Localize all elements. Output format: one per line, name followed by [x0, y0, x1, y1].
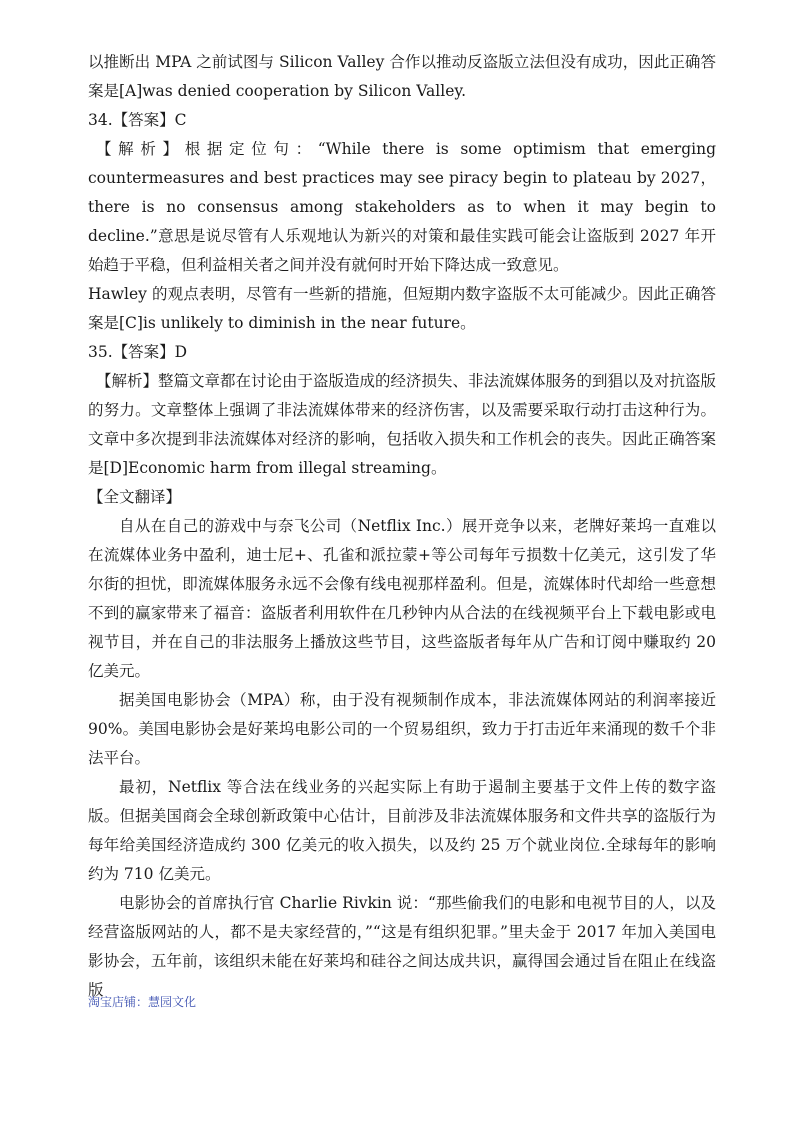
q34-answer: 34.【答案】C — [88, 111, 187, 129]
translation-heading: 【全文翻译】 — [88, 488, 182, 506]
q35-analysis: 【解析】整篇文章都在讨论由于盗版造成的经济损失、非法流媒体服务的到猖以及对抗盗版的努力。文章整体上强调了非法流媒体带来的经济伤害，以及需要采取行动打击这种行为。文章中多次提到非法流媒体对经济的影响，包括收入损失和工作机会的丧失。因此正确答案是[D]Economic harm from illegal streaming。 — [88, 372, 717, 477]
document-body — [88, 48, 716, 1005]
translation-paragraph-2: 据美国电影协会（MPA）称，由于没有视频制作成本，非法流媒体网站的利润率接近 90%。美国电影协会是好莱坞电影公司的一个贸易组织，致力于打击近年来涌现的数千个非法平台。 — [88, 691, 716, 767]
translation-paragraph-3: 最初，Netflix 等合法在线业务的兴起实际上有助于遏制主要基于文件上传的数字盗版。但据美国商会全球创新政策中心估计，目前涉及非法流媒体服务和文件共享的盗版行为每年给美国经济造成约 300 亿美元的收入损失，以及约 25 万个就业岗位.全球每年的影响约为 710 亿美元。 — [88, 778, 716, 883]
q34-analysis: 【解析】根据定位句：“While there is some optimism that emerging countermeasures and best practices may see piracy begin to plateau by 2027，there is no consensus among stakeholders as to when it may begin to decline.”意思是说尽管有人乐观地认为新兴的对策和最佳实践可能会让盗版到 2027 年开始趋于平稳，但利益相关者之间并没有就何时开始下降达成一致意见。 — [88, 140, 716, 274]
shop-footer-text: 淘宝店铺：慧园文化 — [88, 995, 197, 1009]
q34-conclusion: Hawley 的观点表明，尽管有一些新的措施，但短期内数字盗版不太可能减少。因此正确答案是[C]is unlikely to diminish in the near future。 — [88, 285, 716, 332]
translation-paragraph-4: 电影协会的首席执行官 Charlie Rivkin 说：“那些偷我们的电影和电视节目的人，以及经营盗版网站的人，都不是夫家经营的，”“这是有组织犯罪。”里夫金于 2017 年加入美国电影协会，五年前，该组织未能在好莱坞和硅谷之间达成共识，赢得国会通过旨在阻止在线盗版 — [88, 894, 716, 999]
translation-paragraph-1: 自从在自己的游戏中与奈飞公司（Netflix Inc.）展开竞争以来，老牌好莱坞一直难以在流媒体业务中盈利，迪士尼+、孔雀和派拉蒙+等公司每年亏损数十亿美元，这引发了华尔街的担忧，即流媒体服务永远不会像有线电视那样盈利。但是，流媒体时代却给一些意想不到的赢家带来了福音：盗版者利用软件在几秒钟内从合法的在线视频平台上下载电影或电视节目，并在自己的非法服务上播放这些节目，这些盗版者每年从广告和订阅中赚取约 20 亿美元。 — [88, 517, 716, 680]
q35-answer: 35.【答案】D — [88, 343, 188, 361]
paragraph-q33-conclusion: 以推断出 MPA 之前试图与 Silicon Valley 合作以推动反盗版立法但没有成功，因此正确答案是[A]was denied cooperation by Silicon Valley. — [88, 53, 716, 100]
